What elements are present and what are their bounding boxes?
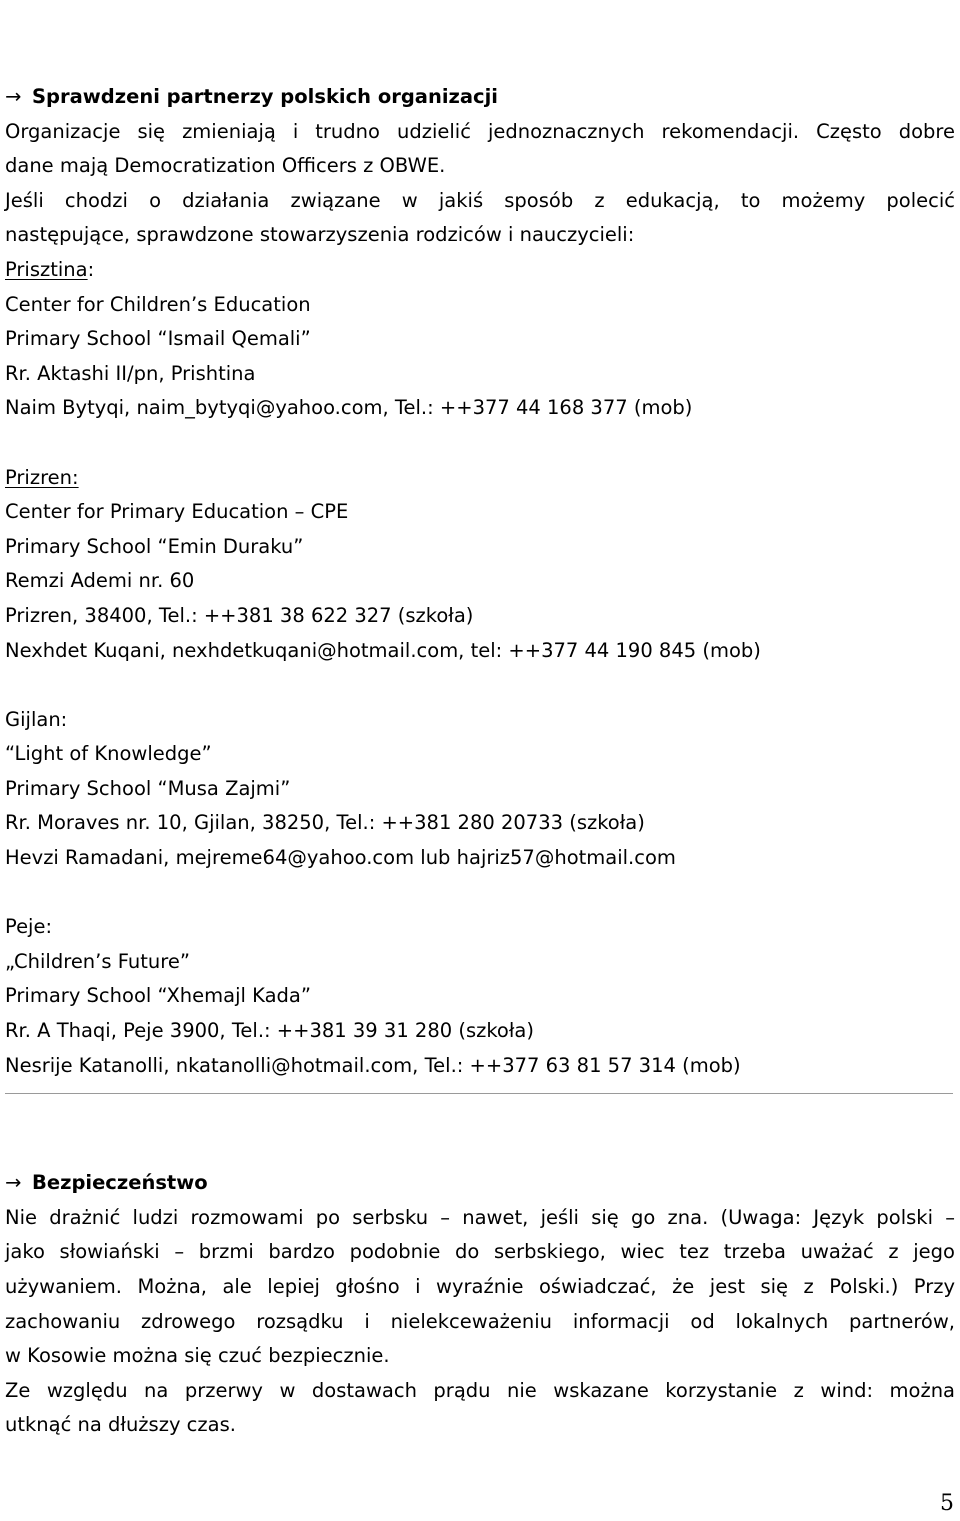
paragraph-line: Nie drażnić ludzi rozmowami po serbsku – nawet, jeśli się go zna. (Uwaga: Język polski –	[5, 1205, 955, 1229]
heading-text: Sprawdzeni partnerzy polskich organizacji	[32, 85, 498, 108]
intro-line: następujące, sprawdzone stowarzyszenia rodziców i nauczycieli:	[5, 223, 635, 247]
contact-line: Rr. Moraves nr. 10, Gjilan, 38250, Tel.: ++381 280 20733 (szkoła)	[5, 811, 645, 835]
contact-line: Nesrije Katanolli, nkatanolli@hotmail.com, Tel.: ++377 63 81 57 314 (mob)	[5, 1053, 741, 1077]
city-label-peje	[5, 910, 955, 945]
paragraph-line: jako słowiański – brzmi bardzo podobnie do serbskiego, wiec tez trzeba uważać z jego	[5, 1240, 955, 1264]
contact-line: Primary School “Xhemajl Kada”	[5, 984, 311, 1008]
document-page	[5, 80, 955, 1443]
contact-line: Primary School “Musa Zajmi”	[5, 776, 291, 800]
contact-line: “Light of Knowledge”	[5, 742, 212, 766]
contact-line: „Children’s Future”	[5, 949, 190, 973]
page-number: 5	[940, 1491, 954, 1516]
intro-line: dane mają Democratization Officers z OBWE.	[5, 154, 446, 178]
city-name: Prisztina	[5, 257, 88, 281]
intro-line: Jeśli chodzi o działania związane w jakiś sposób z edukacją, to możemy polecić	[5, 188, 955, 212]
paragraph-line: utknąć na dłuższy czas.	[5, 1413, 236, 1437]
intro-line: Organizacje się zmieniają i trudno udzielić jednoznacznych rekomendacji. Często dobre	[5, 119, 955, 143]
section-heading-partners	[5, 80, 955, 115]
contact-line: Rr. A Thaqi, Peje 3900, Tel.: ++381 39 31 280 (szkoła)	[5, 1019, 534, 1043]
arrow-right-icon: →	[5, 1171, 22, 1195]
contact-line: Primary School “Ismail Qemali”	[5, 327, 311, 351]
city-name: Peje:	[5, 915, 53, 939]
paragraph-line: w Kosowie można się czuć bezpiecznie.	[5, 1344, 390, 1368]
paragraph-line: Ze względu na przerwy w dostawach prądu nie wskazane korzystanie z wind: można	[5, 1378, 955, 1402]
paragraph-line: zachowaniu zdrowego rozsądku i nielekceważeniu informacji od lokalnych partnerów,	[5, 1309, 955, 1333]
contact-line: Primary School “Emin Duraku”	[5, 534, 304, 558]
city-label-gjilan	[5, 703, 955, 738]
spacer	[5, 668, 955, 703]
contact-line: Center for Primary Education – CPE	[5, 500, 349, 524]
city-name: Gijlan:	[5, 707, 68, 731]
contact-line: Center for Children’s Education	[5, 292, 311, 316]
city-label-prizren	[5, 461, 955, 496]
contact-line: Rr. Aktashi II/pn, Prishtina	[5, 361, 256, 385]
section-heading-safety	[5, 1166, 955, 1201]
contact-line: Nexhdet Kuqani, nexhdetkuqani@hotmail.com, tel: ++377 44 190 845 (mob)	[5, 638, 761, 662]
contact-line: Remzi Ademi nr. 60	[5, 569, 195, 593]
contact-line: Hevzi Ramadani, mejreme64@yahoo.com lub hajriz57@hotmail.com	[5, 846, 676, 870]
contact-line: Naim Bytyqi, naim_bytyqi@yahoo.com, Tel.: ++377 44 168 377 (mob)	[5, 396, 693, 420]
paragraph-line: używaniem. Można, ale lepiej głośno i wyraźnie oświadczać, że jest się z Polski.) Przy	[5, 1275, 955, 1298]
contact-line: Prizren, 38400, Tel.: ++381 38 622 327 (szkoła)	[5, 603, 474, 627]
heading-text: Bezpieczeństwo	[32, 1171, 208, 1195]
city-name: Prizren:	[5, 465, 79, 489]
spacer	[5, 1094, 955, 1166]
arrow-right-icon: →	[5, 85, 22, 108]
city-label-prisztina: Prisztina:	[5, 257, 95, 281]
spacer	[5, 426, 955, 461]
spacer	[5, 876, 955, 911]
